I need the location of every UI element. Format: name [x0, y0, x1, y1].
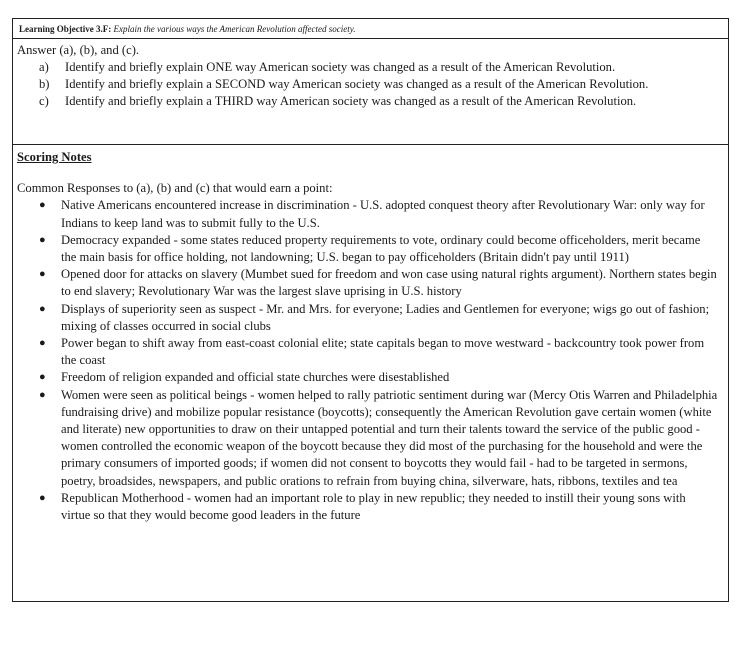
scoring-list: [17, 197, 722, 524]
bullet-icon: ●: [39, 491, 46, 504]
list-item: [17, 301, 722, 335]
list-item-text: Displays of superiority seen as suspect - Mr. and Mrs. for everyone; Ladies and Gentlemen for everyone; wigs go out of fashion; mixing of classes occurred in social clubs: [61, 301, 710, 333]
bullet-icon: ●: [39, 268, 46, 281]
part-letter: c): [39, 94, 49, 108]
scoring-notes-section: [13, 145, 728, 601]
part-text: Identify and briefly explain a SECOND way American society was changed as a result of the American Revolution.: [65, 77, 649, 91]
scoring-title: Scoring Notes: [17, 150, 92, 164]
part-text: Identify and briefly explain ONE way American society was changed as a result of the American Revolution.: [65, 60, 616, 74]
bullet-icon: ●: [39, 199, 46, 212]
list-item-text: Women were seen as political beings - women helped to rally patriotic sentiment during war (Mercy Otis Warren and Philadelphia fundraising drive) and mobilize popular resistance (boycotts); consequently the American Revolution gave certain women (white and literate) new opportunities to draw on their untapped potential and turn their talents toward the service of the public good - women controlled the economic weapon of the boycott because they did most of the purchasing for the household and were the primary consumers of imported goods; if women did not consent to boycotts they would fail - had to be targeted in sermons, poetry, broadsides, newspapers, and public orations to refrain from buying china, silverware, hats, ribbons, textiles and tea: [61, 387, 718, 488]
list-item: [17, 369, 722, 386]
list-item-text: Power began to shift away from east-coast colonial elite; state capitals began to move westward - backcountry took power from the coast: [61, 336, 705, 368]
list-item-text: Freedom of religion expanded and official state churches were disestablished: [61, 370, 450, 385]
list-item: [17, 266, 722, 300]
list-item-text: Democracy expanded - some states reduced property requirements to vote, ordinary could become officeholders, merit became the main basis for office holding, not landowning; U.S. began to pay officeholders (Britain didn't pay until 1911): [61, 232, 701, 265]
prompt-section: [13, 39, 728, 145]
bullet-icon: ●: [39, 337, 46, 350]
objective-label: Learning Objective 3.F:: [19, 24, 112, 34]
list-item-text: Republican Motherhood - women had an important role to play in new republic; they needed to instill their young sons with virtue so that they would become good leaders in the future: [61, 490, 686, 523]
bullet-icon: ●: [39, 233, 46, 246]
part-text: Identify and briefly explain a THIRD way American society was changed as a result of the American Revolution.: [65, 94, 637, 108]
objective-text: Explain the various ways the American Revolution affected society.: [113, 24, 356, 34]
prompt-part: [17, 76, 722, 93]
list-item: [17, 335, 722, 369]
bullet-icon: ●: [39, 302, 46, 315]
prompt-part: [17, 93, 722, 110]
part-letter: a): [39, 60, 49, 74]
bullet-icon: ●: [39, 388, 46, 401]
part-letter: b): [39, 77, 50, 91]
learning-objective: [13, 19, 728, 39]
list-item: [17, 490, 722, 524]
list-item: [17, 387, 722, 490]
list-item: [17, 232, 722, 266]
prompt-intro: Answer (a), (b), and (c).: [17, 43, 140, 57]
scoring-intro: Common Responses to (a), (b) and (c) that would earn a point:: [17, 181, 333, 196]
list-item: [17, 197, 722, 231]
bullet-icon: ●: [39, 371, 46, 384]
prompt-parts: [17, 59, 722, 110]
list-item-text: Native Americans encountered increase in discrimination - U.S. adopted conquest theory after Revolutionary War: only way for Indians to keep land was to submit fully to the U.S.: [61, 198, 705, 230]
prompt-part: [17, 59, 722, 76]
list-item-text: Opened door for attacks on slavery (Mumbet sued for freedom and won case using natural rights argument). Northern states begin to end slavery; Revolutionary War was the largest slave uprising in U.S. history: [61, 267, 717, 299]
rubric-table: [12, 18, 729, 602]
